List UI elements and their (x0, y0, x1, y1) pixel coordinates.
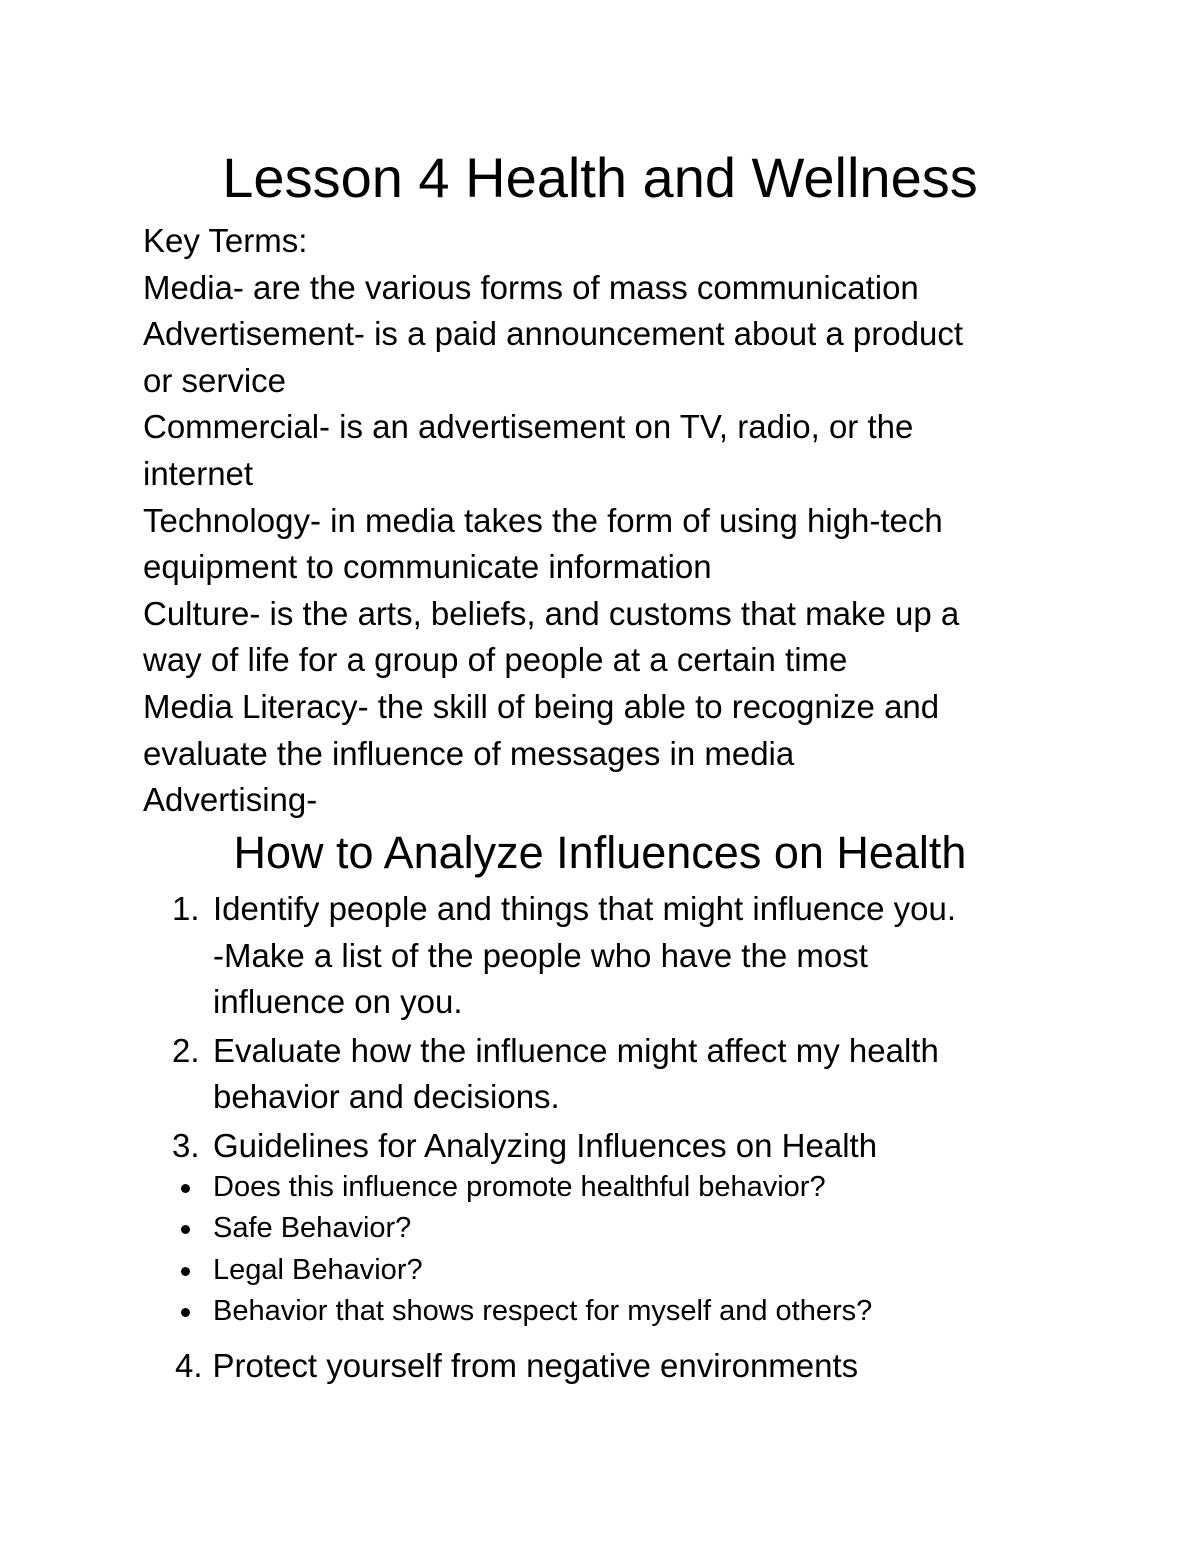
step-item (172, 1028, 1072, 1121)
step-item-4 (175, 1343, 858, 1390)
step-line: influence on you. (213, 983, 463, 1021)
step-line: Guidelines for Analyzing Influences on Health (213, 1126, 878, 1164)
step-line: behavior and decisions. (213, 1078, 560, 1116)
steps-list (172, 886, 1072, 1172)
key-term-line: Media Literacy- the skill of being able to recognize and (143, 687, 940, 725)
bullet-icon (181, 1225, 190, 1234)
key-term-line: Technology- in media takes the form of using high-tech (143, 501, 943, 539)
key-term-line: Advertising- (143, 781, 318, 819)
step-line: -Make a list of the people who have the most (213, 936, 868, 974)
key-term-line: evaluate the influence of messages in media (143, 734, 795, 772)
guidelines-list (172, 1167, 1072, 1332)
bullet-icon (181, 1308, 190, 1317)
step-number: 3. (172, 1126, 200, 1164)
step-item (172, 886, 1072, 1026)
bullet-icon (181, 1184, 190, 1193)
key-term-line: Commercial- is an advertisement on TV, radio, or the (143, 408, 914, 446)
bullet-icon (181, 1267, 190, 1276)
step-item (172, 1123, 1072, 1170)
guideline-text: Behavior that shows respect for myself and others? (213, 1294, 873, 1327)
section-heading: How to Analyze Influences on Health (233, 827, 967, 878)
guideline-item (172, 1250, 1072, 1291)
guideline-item (172, 1291, 1072, 1332)
step-line: Evaluate how the influence might affect my health (213, 1031, 939, 1069)
guideline-text: Safe Behavior? (213, 1212, 412, 1245)
guideline-text: Does this influence promote healthful behavior? (213, 1171, 826, 1203)
key-terms-section (143, 218, 1043, 824)
key-term-line: Advertisement- is a paid announcement about a product (143, 315, 964, 353)
step-number: 2. (172, 1031, 200, 1069)
guideline-item (172, 1167, 1072, 1208)
step-line: Identify people and things that might influence you. (213, 890, 956, 927)
key-term-line: internet (143, 454, 254, 492)
step-number: 4. (175, 1347, 203, 1384)
key-term-line: Culture- is the arts, beliefs, and customs that make up a (143, 594, 960, 632)
step-line: Protect yourself from negative environments (212, 1347, 859, 1384)
page-title: Lesson 4 Health and Wellness (222, 146, 978, 209)
key-term-line: or service (143, 361, 287, 399)
key-terms-heading: Key Terms: (143, 222, 308, 259)
key-term-line: Media- are the various forms of mass communication (143, 268, 919, 306)
guideline-item (172, 1208, 1072, 1249)
guideline-text: Legal Behavior? (213, 1253, 423, 1286)
key-term-line: equipment to communicate information (143, 548, 712, 586)
key-term-line: way of life for a group of people at a certain time (143, 641, 848, 679)
step-number: 1. (172, 890, 200, 927)
